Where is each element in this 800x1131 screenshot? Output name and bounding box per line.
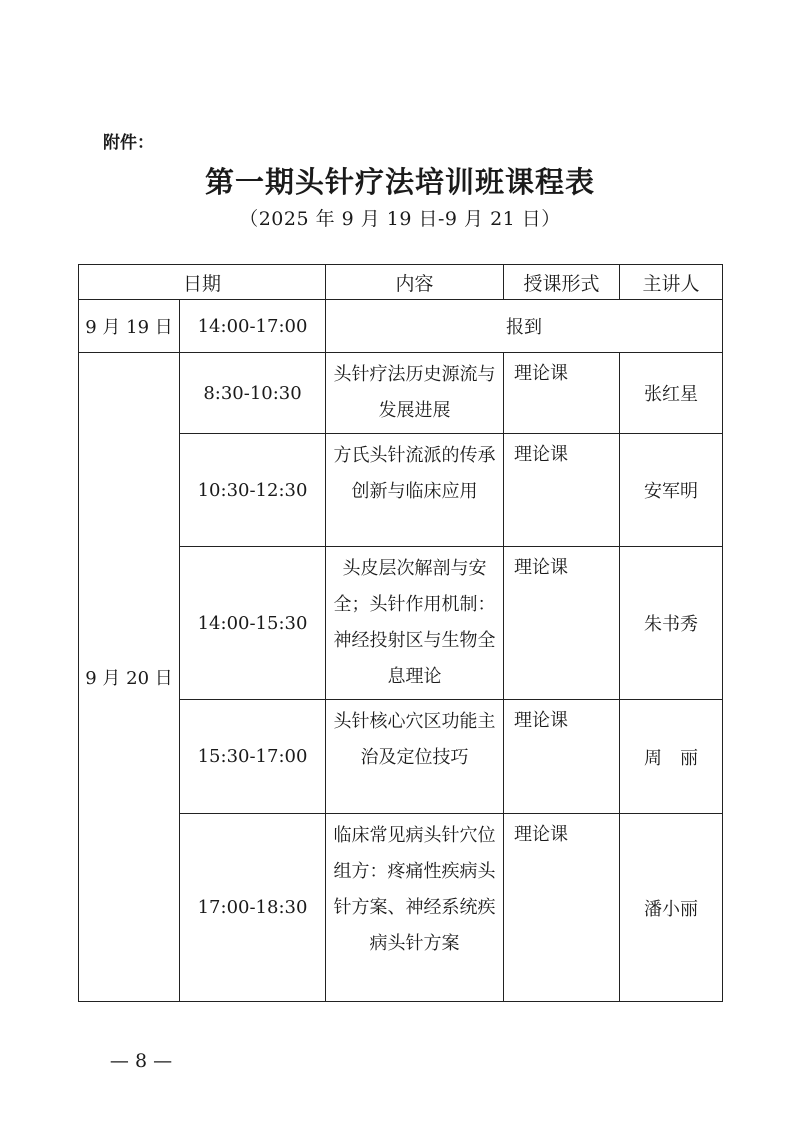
time-cell: 14:00-15:30 bbox=[180, 547, 326, 700]
time-cell: 14:00-17:00 bbox=[180, 300, 326, 353]
content-cell: 头皮层次解剖与安全；头针作用机制：神经投射区与生物全息理论 bbox=[326, 547, 504, 700]
time-cell: 15:30-17:00 bbox=[180, 700, 326, 814]
form-cell: 理论课 bbox=[504, 353, 620, 434]
speaker-cell: 潘小丽 bbox=[620, 814, 723, 1002]
table-header-row bbox=[79, 265, 723, 300]
table-row bbox=[79, 300, 723, 353]
form-cell: 理论课 bbox=[504, 700, 620, 814]
page-number: — 8 — bbox=[109, 1050, 173, 1072]
header-form: 授课形式 bbox=[504, 265, 620, 300]
header-speaker: 主讲人 bbox=[620, 265, 723, 300]
attachment-label: 附件： bbox=[103, 133, 154, 153]
page-title: 第一期头针疗法培训班课程表 bbox=[204, 165, 595, 199]
speaker-cell: 朱书秀 bbox=[620, 547, 723, 700]
date-cell: 9 月 20 日 bbox=[79, 353, 180, 1002]
content-cell: 头针核心穴区功能主治及定位技巧 bbox=[326, 700, 504, 814]
content-cell: 临床常见病头针穴位组方：疼痛性疾病头针方案、神经系统疾病头针方案 bbox=[326, 814, 504, 1002]
time-cell: 8:30-10:30 bbox=[180, 353, 326, 434]
content-cell: 头针疗法历史源流与发展进展 bbox=[326, 353, 504, 434]
course-schedule-table bbox=[78, 264, 723, 1002]
speaker-cell: 张红星 bbox=[620, 353, 723, 434]
time-cell: 10:30-12:30 bbox=[180, 434, 326, 547]
time-cell: 17:00-18:30 bbox=[180, 814, 326, 1002]
speaker-cell: 安军明 bbox=[620, 434, 723, 547]
header-content: 内容 bbox=[326, 265, 504, 300]
date-range-subtitle: （2025 年 9 月 19 日-9 月 21 日） bbox=[239, 208, 561, 230]
form-cell: 理论课 bbox=[504, 434, 620, 547]
form-cell: 理论课 bbox=[504, 547, 620, 700]
registration-cell: 报到 bbox=[326, 300, 723, 353]
form-cell: 理论课 bbox=[504, 814, 620, 1002]
header-date: 日期 bbox=[79, 265, 326, 300]
speaker-cell: 周 丽 bbox=[620, 700, 723, 814]
table-row bbox=[79, 353, 723, 434]
content-cell: 方氏头针流派的传承创新与临床应用 bbox=[326, 434, 504, 547]
date-cell: 9 月 19 日 bbox=[79, 300, 180, 353]
